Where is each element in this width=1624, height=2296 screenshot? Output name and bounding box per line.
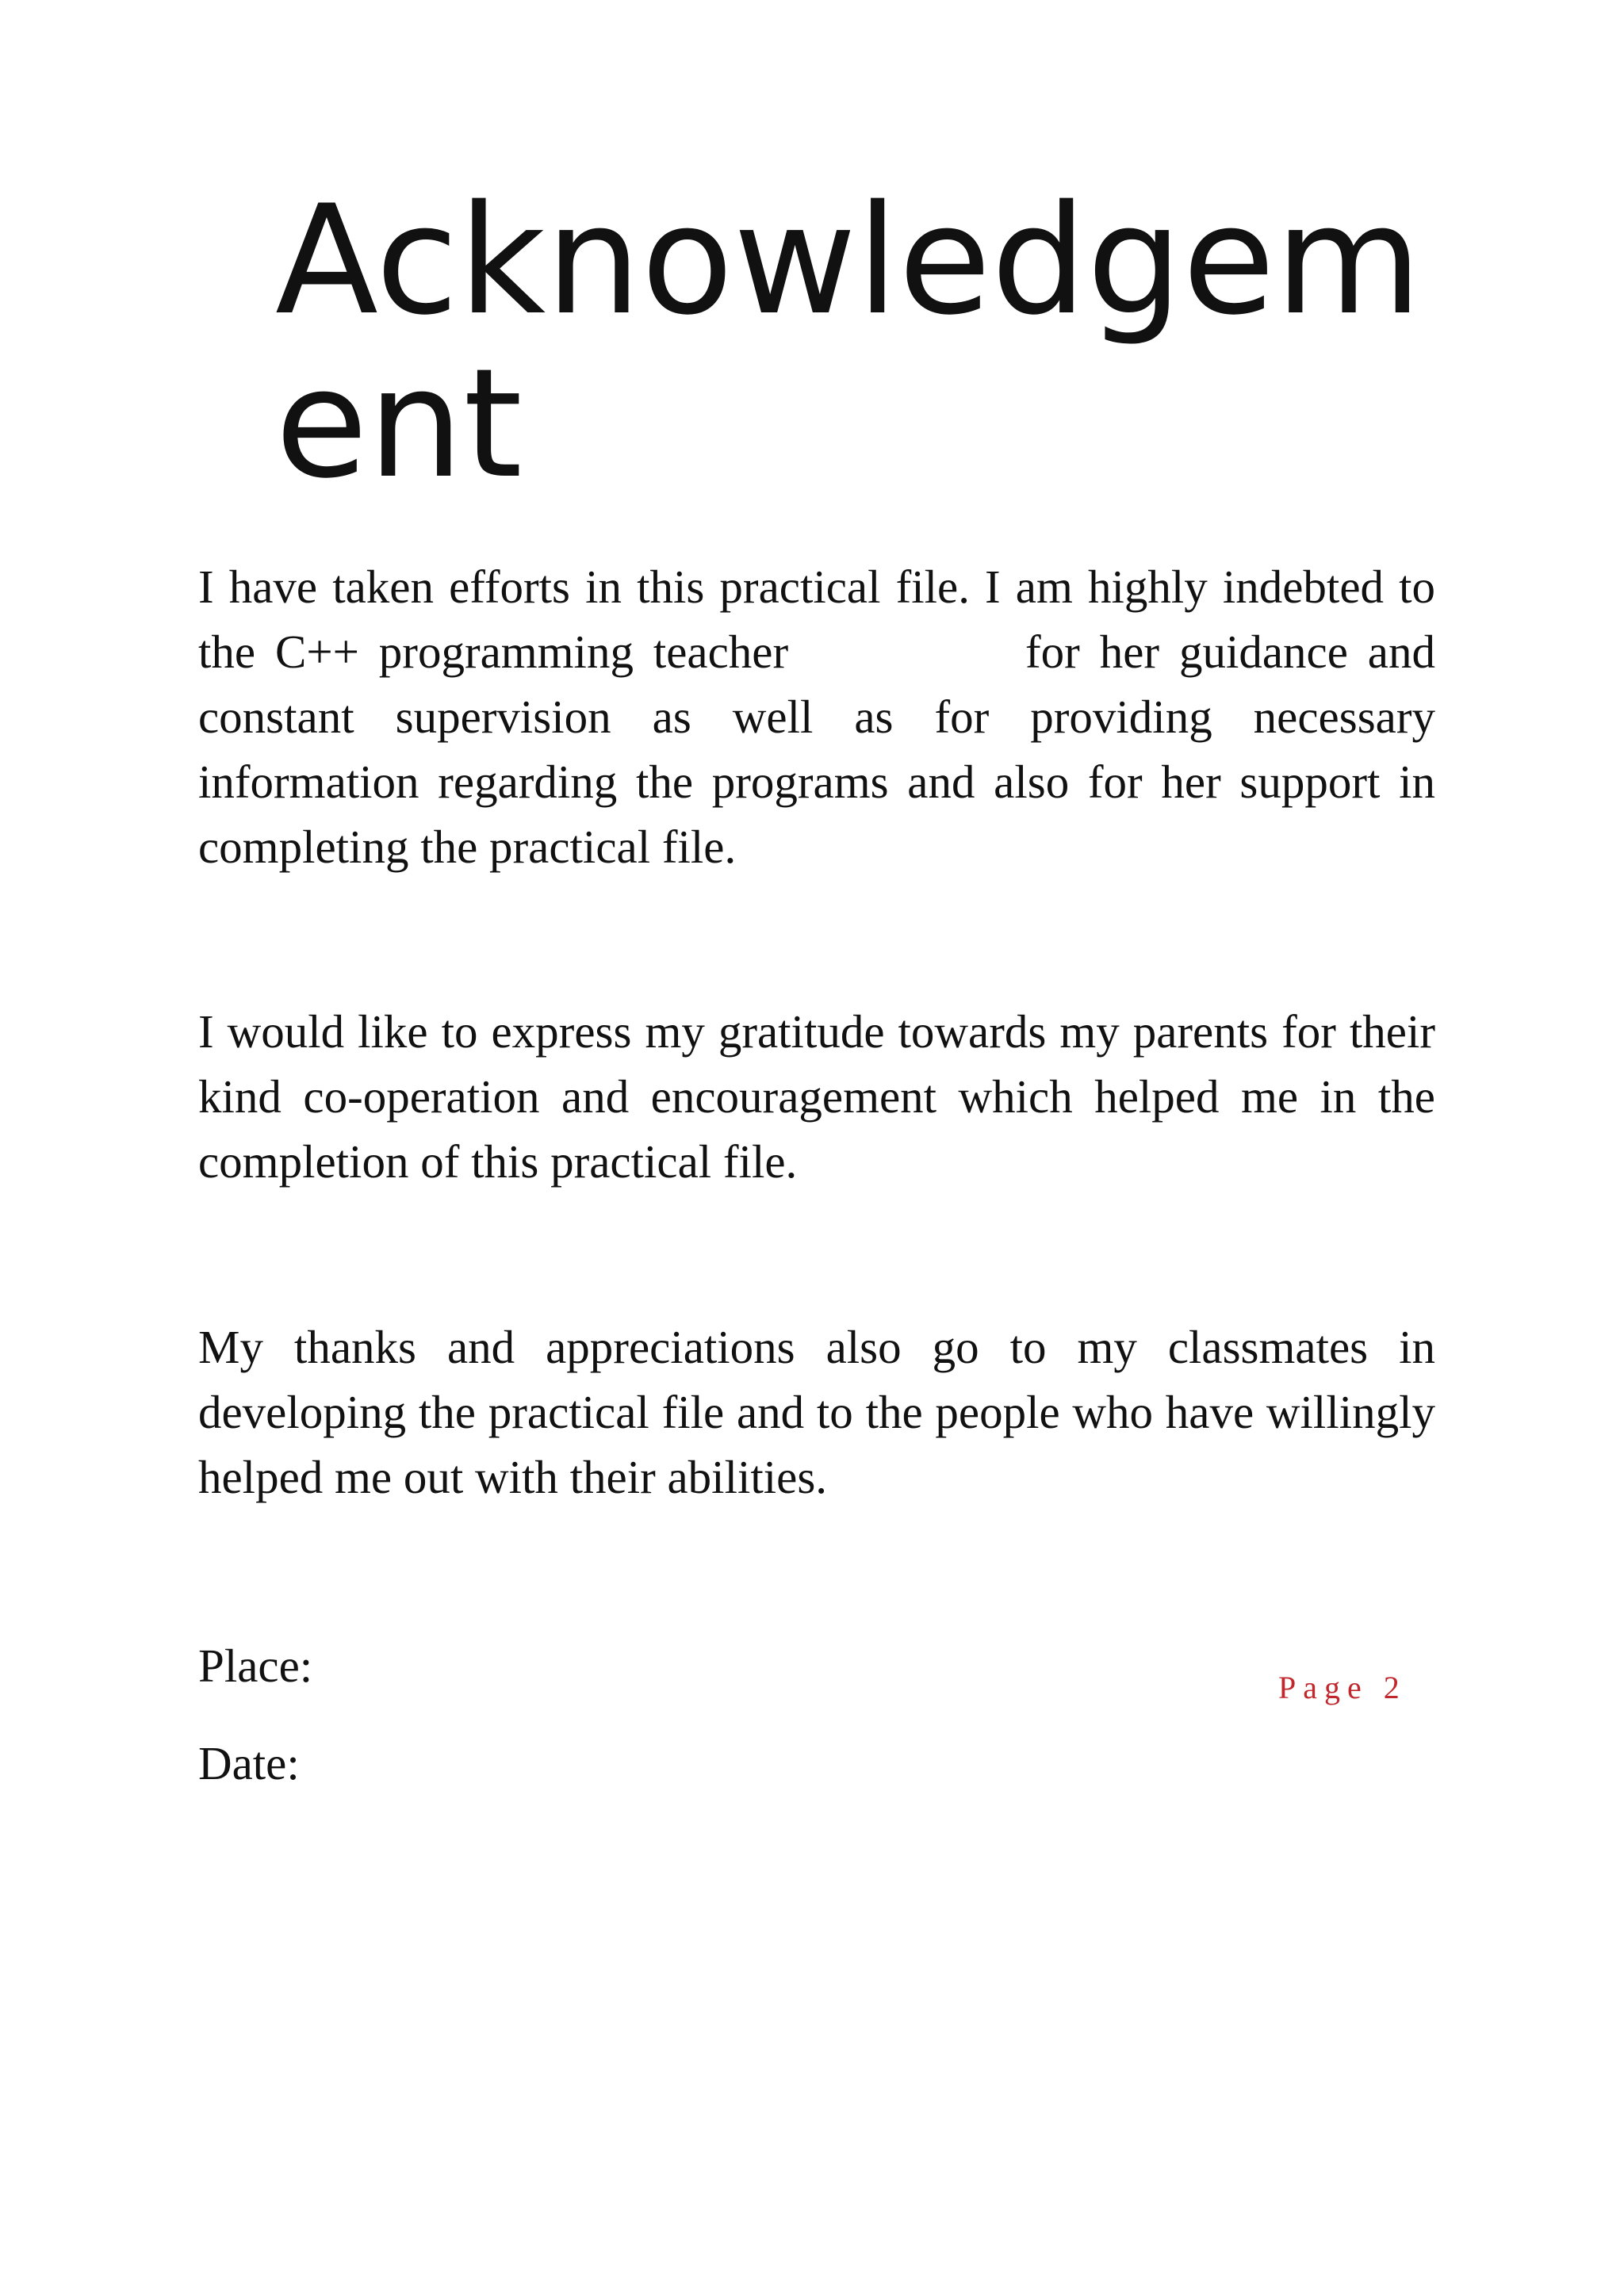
paragraph-classmates-thanks: My thanks and appreciations also go to my classmates in developing the practical file and to the people who have willingly helped me out with their abilities. [198, 1321, 1435, 1503]
date-label: Date: [198, 1737, 300, 1789]
page-title: Acknowledgement [275, 173, 1423, 511]
paragraph-teacher-thanks: I have taken efforts in this practical file. I am highly indebted to the C++ programming teacher for her guidance and constant supervision as well as for providing necessary information regarding the programs and also for her support in completing the practical file. [198, 561, 1435, 873]
place-label: Place: [198, 1640, 313, 1692]
paragraph-parents-thanks: I would like to express my gratitude towards my parents for their kind co-operation and encouragement which helped me in the completion of this practical file. [198, 1005, 1435, 1188]
page-number: Page 2 [1278, 1670, 1407, 1705]
